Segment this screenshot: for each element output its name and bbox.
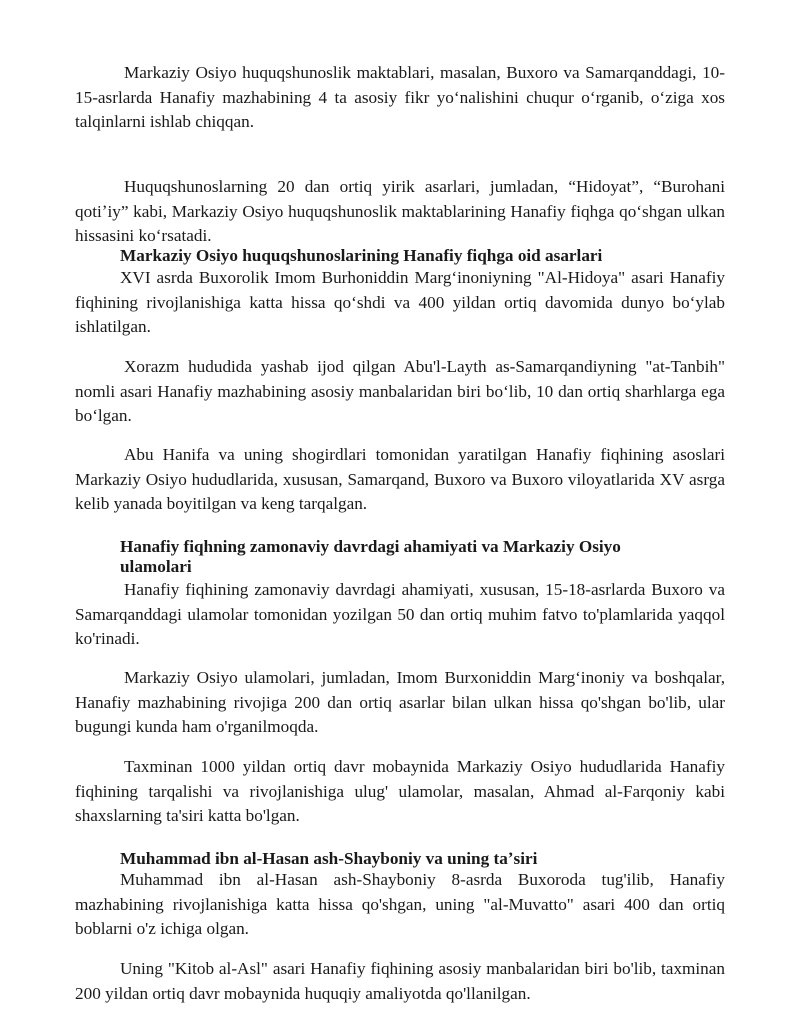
paragraph-jurists-works: Huquqshunoslarning 20 dan ortiq yirik asarlari, jumladan, “Hidoyat”, “Burohani qotiʼiy” kabi, Markaziy Osiyo huquqshunoslik maktablarining Hanafiy fiqhga qoʻshgan ulkan hissasini koʻrsatadi. xyxy=(75,177,725,245)
section-heading-works: Markaziy Osiyo huquqshunoslarining Hanafiy fiqhga oid asarlari xyxy=(120,246,603,265)
paragraph-shayboniy: Muhammad ibn al-Hasan ash-Shayboniy 8-asrda Buxoroda tug'ilib, Hanafiy mazhabining rivojlanishiga katta hissa qo'shgan, uning "al-Muvatto" asari 400 dan ortiq boblarni o'z ichiga olgan. xyxy=(75,870,725,938)
section-heading-modern-significance: Hanafiy fiqhning zamonaviy davrdagi ahamiyati va Markaziy Osiyo ulamolari xyxy=(120,537,621,576)
paragraph-thousand-years: Taxminan 1000 yildan ortiq davr mobaynida Markaziy Osiyo hududlarida Hanafiy fiqhining tarqalishi va rivojlanishiga ulug' ulamolar, masalan, Ahmad al-Farqoniy kabi shaxslarning ta'siri katta bo'lgan. xyxy=(75,757,725,825)
paragraph-al-hidoya: XVI asrda Buxorolik Imom Burhoniddin Margʻinoniyning "Al-Hidoya" asari Hanafiy fiqhining rivojlanishiga katta hissa qoʻshdi va 400 yildan ortiq davomida dunyo boʻylab ishlatilgan. xyxy=(75,268,725,336)
paragraph-abu-hanifa: Abu Hanifa va uning shogirdlari tomonidan yaratilgan Hanafiy fiqhining asoslari Markaziy Osiyo hududlarida, xususan, Samarqand, Buxoro va Buxoro viloyatlarida XV asrga kelib yanada boyitilgan va keng tarqalgan. xyxy=(75,445,725,513)
paragraph-central-asian-scholars: Markaziy Osiyo ulamolari, jumladan, Imom Burxoniddin Margʻinoniy va boshqalar, Hanafiy mazhabining rivojiga 200 dan ortiq asarlar bilan ulkan hissa qo'shgan bo'lib, ular bugungi kunda ham o'rganilmoqda. xyxy=(75,668,725,736)
section-heading-shayboniy: Muhammad ibn al-Hasan ash-Shayboniy va uning taʼsiri xyxy=(120,849,538,868)
paragraph-central-asian-schools: Markaziy Osiyo huquqshunoslik maktablari, masalan, Buxoro va Samarqanddagi, 10-15-asrlarda Hanafiy mazhabining 4 ta asosiy fikr yoʻnalishini chuqur oʻrganib, oʻziga xos talqinlarni ishlab chiqqan. xyxy=(75,63,725,131)
paragraph-kitob-al-asl: Uning "Kitob al-Asl" asari Hanafiy fiqhining asosiy manbalaridan biri bo'lib, taxminan 200 yildan ortiq davr mobaynida huquqiy amaliyotda qo'llanilgan. xyxy=(75,959,725,1003)
paragraph-at-tanbih: Xorazm hududida yashab ijod qilgan Abu'l-Layth as-Samarqandiyning "at-Tanbih" nomli asari Hanafiy mazhabining asosiy manbalaridan biri boʻlib, 10 dan ortiq sharhlarga ega boʻlgan. xyxy=(75,357,725,425)
paragraph-modern-significance: Hanafiy fiqhining zamonaviy davrdagi ahamiyati, xususan, 15-18-asrlarda Buxoro va Samarqanddagi ulamolar tomonidan yozilgan 50 dan ortiq muhim fatvo to'plamlarida yaqqol ko'rinadi. xyxy=(75,580,725,648)
